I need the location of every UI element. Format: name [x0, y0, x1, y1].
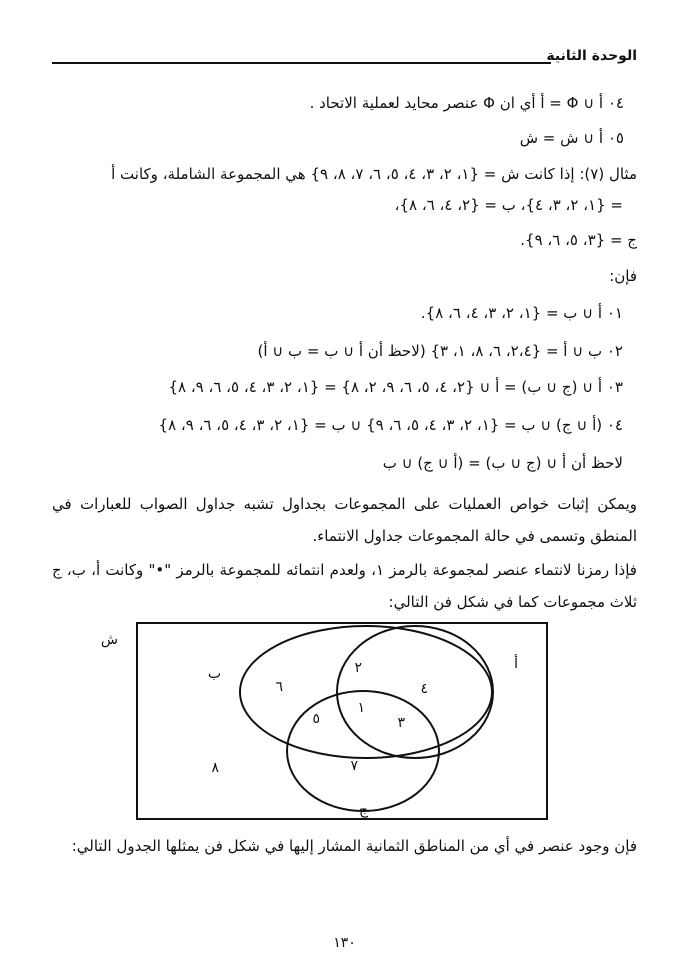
result-line-2: ٠٢ ب ∪ أ = {٢،٤، ٦، ٨، ١، ٣} (لاحظ أن أ ∪ ب = ب ∪ أ)	[257, 342, 623, 360]
region-8: ٨	[211, 760, 219, 776]
label-set-b: ب	[207, 666, 221, 682]
region-5: ٥	[312, 711, 320, 727]
text-line-2: ٠٥ أ ∪ ش = ش	[519, 129, 624, 147]
paragraph-1-text: ويمكن إثبات خواص العمليات على المجموعات بجداول تشبه جداول الصواب للعبارات في المنطق وتسمى في حالة المجموعات جداول الانتماء.	[52, 495, 637, 545]
paragraph-3	[52, 830, 637, 862]
result-line-1: ٠١ أ ∪ ب = {١، ٢، ٣، ٤، ٦، ٨}.	[420, 304, 623, 322]
paragraph-2-text: فإذا رمزنا لانتماء عنصر لمجموعة بالرمز ١، ولعدم انتمائه للمجموعة بالرمز "•" وكانت أ، ب، ج ثلاث مجموعات كما في شكل فن التالي:	[52, 561, 637, 611]
paragraph-3-text: فإن وجود عنصر في أي من المناطق الثمانية المشار إليها في شكل فن يمثلها الجدول التالي:	[71, 837, 637, 855]
example-7-line: مثال (٧): إذا كانت ش = {١، ٢، ٣، ٤، ٥، ٦، ٧، ٨، ٩} هي المجموعة الشاملة، وكانت أ	[111, 165, 637, 183]
page-number: ١٣٠	[333, 935, 356, 951]
region-2: ٢	[354, 660, 362, 676]
result-line-4: ٠٤ (أ ∪ ج) ∪ ب = {١، ٢، ٣، ٤، ٥، ٦، ٩} ∪ ب = {١، ٢، ٣، ٤، ٥، ٦، ٩، ٨}	[158, 416, 623, 434]
label-set-c: ج	[358, 802, 368, 818]
header-title: الوحدة الثانية	[546, 48, 637, 64]
region-1: ١	[357, 700, 365, 716]
venn-circle-a-guide	[364, 626, 616, 758]
text-line-5: ج = {٣، ٥، ٦، ٩}.	[520, 231, 637, 249]
text-line-6: فإن:	[609, 267, 637, 285]
label-set-a: أ	[514, 656, 518, 672]
text-line-4: = {١، ٢، ٣، ٤}، ب = {٢، ٤، ٦، ٨}،	[394, 196, 623, 214]
note-line: لاحظ أن أ ∪ (ج ∪ ب) = (أ ∪ ج) ∪ ب	[382, 454, 623, 472]
region-6: ٦	[275, 679, 283, 695]
region-4: ٤	[420, 681, 428, 697]
region-7: ٧	[350, 758, 358, 774]
label-universal-set: ش	[100, 632, 118, 648]
result-line-3: ٠٣ أ ∪ (ج ∪ ب) = أ ∪ {٢، ٤، ٥، ٦، ٩، ٢، ٨} = {١، ٢، ٣، ٤، ٥، ٦، ٩، ٨}	[168, 378, 623, 396]
text-line-1: ٠٤ أ ∪ Φ = أ أي ان Φ عنصر محايد لعملية الاتحاد .	[309, 94, 624, 112]
region-3: ٣	[397, 715, 405, 731]
